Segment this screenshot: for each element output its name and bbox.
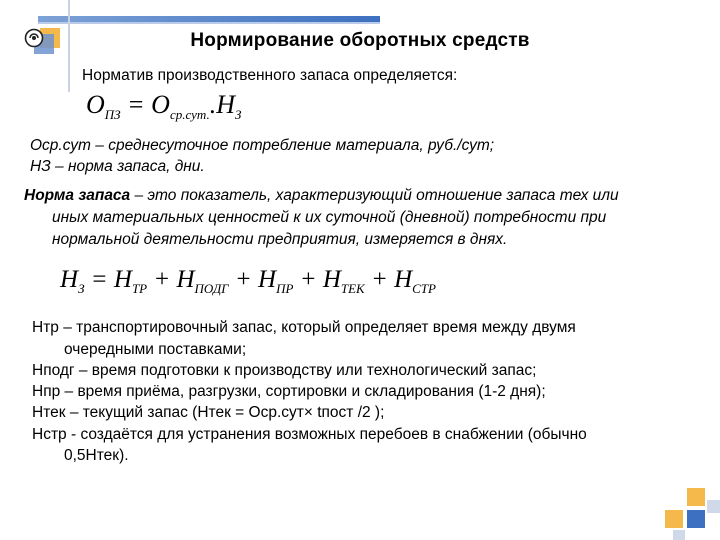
norm-definition-line-1 bbox=[24, 186, 619, 206]
nstr-line-2: 0,5Нтек). bbox=[64, 447, 129, 464]
formula1-lhs: О bbox=[86, 90, 105, 119]
formula2-term-2: + Н bbox=[147, 266, 195, 293]
formula1-eq: = bbox=[120, 90, 152, 119]
formula2-term-5: + Н bbox=[364, 266, 413, 293]
formula2-sub-0: З bbox=[78, 281, 85, 296]
definition-osr: Оср.сут – среднесуточное потребление материала, руб./сут; bbox=[30, 137, 495, 154]
norm-definition-line-2: иных материальных ценностей к их суточной (дневной) потребности при bbox=[52, 209, 607, 226]
formula1-b: Н bbox=[216, 90, 235, 119]
intro-text: Норматив производственного запаса определяется: bbox=[82, 67, 458, 84]
formula2-term-3: + Н bbox=[228, 266, 277, 293]
header-bar-shadow bbox=[38, 22, 380, 24]
formula2-sub-2: ПОДГ bbox=[194, 281, 229, 296]
formula1-b-sub: З bbox=[235, 107, 242, 122]
formula2-term-1: = Н bbox=[84, 266, 132, 293]
npodg-line: Нподг – время подготовки к производству или технологический запас; bbox=[32, 362, 537, 379]
formula2-term-0: Н bbox=[60, 266, 79, 293]
formula1-a-sub: ср.сут. bbox=[169, 107, 210, 122]
formula2-sub-5: СТР bbox=[412, 281, 436, 296]
formula2-sub-4: ТЕК bbox=[340, 281, 365, 296]
ntr-line-2: очередными поставками; bbox=[64, 341, 247, 358]
norm-definition-line-3: нормальной деятельности предприятия, измеряется в днях. bbox=[52, 231, 508, 248]
formula1-a: О bbox=[151, 90, 170, 119]
formula1-lhs-sub: ПЗ bbox=[104, 107, 121, 122]
norm-term: Норма запаса bbox=[24, 187, 131, 204]
formula1-dot: . bbox=[209, 90, 217, 119]
formula2-sub-1: ТР bbox=[131, 281, 148, 296]
npr-line: Нпр – время приёма, разгрузки, сортировки и складирования (1-2 дня); bbox=[32, 383, 546, 400]
formula-stock-norm bbox=[60, 266, 436, 294]
slide-title: Нормирование оборотных средств bbox=[190, 30, 530, 51]
ntek-line: Нтек – текущий запас (Нтек = Оср.сут× tпост /2 ); bbox=[32, 404, 385, 421]
norm-definition-text: – это показатель, характеризующий отношение запаса тех или bbox=[130, 187, 619, 204]
formula2-term-4: + Н bbox=[293, 266, 341, 293]
formula-production-stock bbox=[86, 90, 241, 120]
definition-nz: НЗ – норма запаса, дни. bbox=[30, 158, 205, 175]
ntr-line-1: Нтр – транспортировочный запас, который определяет время между двумя bbox=[32, 319, 576, 336]
nstr-line-1: Нстр - создаётся для устранения возможных перебоев в снабжении (обычно bbox=[32, 426, 587, 443]
formula2-sub-3: ПР bbox=[276, 281, 294, 296]
corner-decoration-icon bbox=[665, 488, 720, 540]
